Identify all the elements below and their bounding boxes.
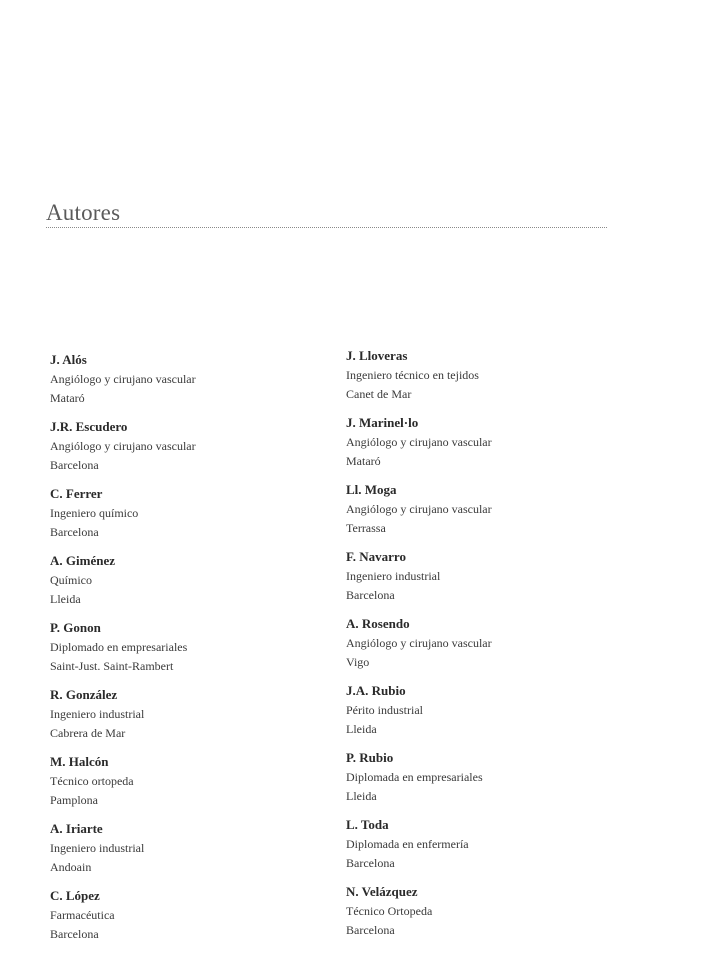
author-name: C. López xyxy=(50,888,100,903)
author-place: Barcelona xyxy=(346,855,395,870)
author-entry xyxy=(346,614,606,672)
author-entry xyxy=(346,547,606,605)
title-dotted-rule xyxy=(46,227,607,228)
author-entry xyxy=(50,484,310,542)
author-place: Andoain xyxy=(50,859,92,874)
author-name: Ll. Moga xyxy=(346,482,397,497)
author-name: C. Ferrer xyxy=(50,486,103,501)
author-name: P. Gonon xyxy=(50,620,101,635)
author-name: A. Iriarte xyxy=(50,821,103,836)
author-name: J. Marinel·lo xyxy=(346,415,419,430)
author-place: Lleida xyxy=(50,591,81,606)
author-place: Barcelona xyxy=(50,457,99,472)
author-entry xyxy=(50,350,310,408)
author-role: Ingeniero industrial xyxy=(50,706,145,721)
page-title: Autores xyxy=(46,200,121,225)
author-role: Químico xyxy=(50,572,92,587)
author-role: Ingeniero químico xyxy=(50,505,139,520)
author-name: M. Halcón xyxy=(50,754,109,769)
author-name: L. Toda xyxy=(346,817,389,832)
author-entry xyxy=(346,882,606,940)
author-place: Mataró xyxy=(346,453,381,468)
author-role: Ingeniero industrial xyxy=(50,840,145,855)
author-entry xyxy=(50,618,310,676)
author-role: Diplomada en empresariales xyxy=(346,769,483,784)
author-name: J.A. Rubio xyxy=(346,683,406,698)
author-entry xyxy=(346,748,606,806)
author-place: Vigo xyxy=(346,654,370,669)
author-name: J. Lloveras xyxy=(346,348,408,363)
author-name: A. Rosendo xyxy=(346,616,410,631)
author-place: Barcelona xyxy=(50,524,99,539)
author-role: Técnico ortopeda xyxy=(50,773,134,788)
author-place: Barcelona xyxy=(346,587,395,602)
author-entry xyxy=(346,681,606,739)
author-name: A. Giménez xyxy=(50,553,115,568)
author-place: Lleida xyxy=(346,721,377,736)
author-role: Farmacéutica xyxy=(50,907,115,922)
author-place: Barcelona xyxy=(346,922,395,937)
author-entry xyxy=(346,480,606,538)
author-name: F. Navarro xyxy=(346,549,406,564)
author-place: Saint-Just. Saint-Rambert xyxy=(50,658,174,673)
author-place: Cabrera de Mar xyxy=(50,725,126,740)
author-role: Angiólogo y cirujano vascular xyxy=(346,501,492,516)
author-entry xyxy=(50,886,310,944)
author-role: Angiólogo y cirujano vascular xyxy=(346,635,492,650)
author-entry xyxy=(346,815,606,873)
author-role: Ingeniero industrial xyxy=(346,568,441,583)
author-role: Angiólogo y cirujano vascular xyxy=(50,371,196,386)
author-entry xyxy=(346,346,606,404)
author-place: Lleida xyxy=(346,788,377,803)
authors-column-right xyxy=(346,346,606,949)
author-name: P. Rubio xyxy=(346,750,394,765)
author-role: Diplomado en empresariales xyxy=(50,639,188,654)
author-role: Périto industrial xyxy=(346,702,423,717)
author-place: Barcelona xyxy=(50,926,99,941)
author-entry xyxy=(50,752,310,810)
author-entry xyxy=(50,685,310,743)
author-name: J. Alós xyxy=(50,352,87,367)
author-entry xyxy=(50,417,310,475)
author-role: Angiólogo y cirujano vascular xyxy=(50,438,196,453)
author-role: Ingeniero técnico en tejidos xyxy=(346,367,479,382)
author-entry xyxy=(50,819,310,877)
authors-column-left xyxy=(50,350,310,953)
author-place: Mataró xyxy=(50,390,85,405)
author-name: N. Velázquez xyxy=(346,884,418,899)
author-place: Canet de Mar xyxy=(346,386,412,401)
author-place: Pamplona xyxy=(50,792,98,807)
author-entry xyxy=(346,413,606,471)
author-role: Diplomada en enfermería xyxy=(346,836,469,851)
author-place: Terrassa xyxy=(346,520,386,535)
author-name: R. González xyxy=(50,687,118,702)
author-name: J.R. Escudero xyxy=(50,419,128,434)
author-role: Angiólogo y cirujano vascular xyxy=(346,434,492,449)
author-entry xyxy=(50,551,310,609)
author-role: Técnico Ortopeda xyxy=(346,903,433,918)
